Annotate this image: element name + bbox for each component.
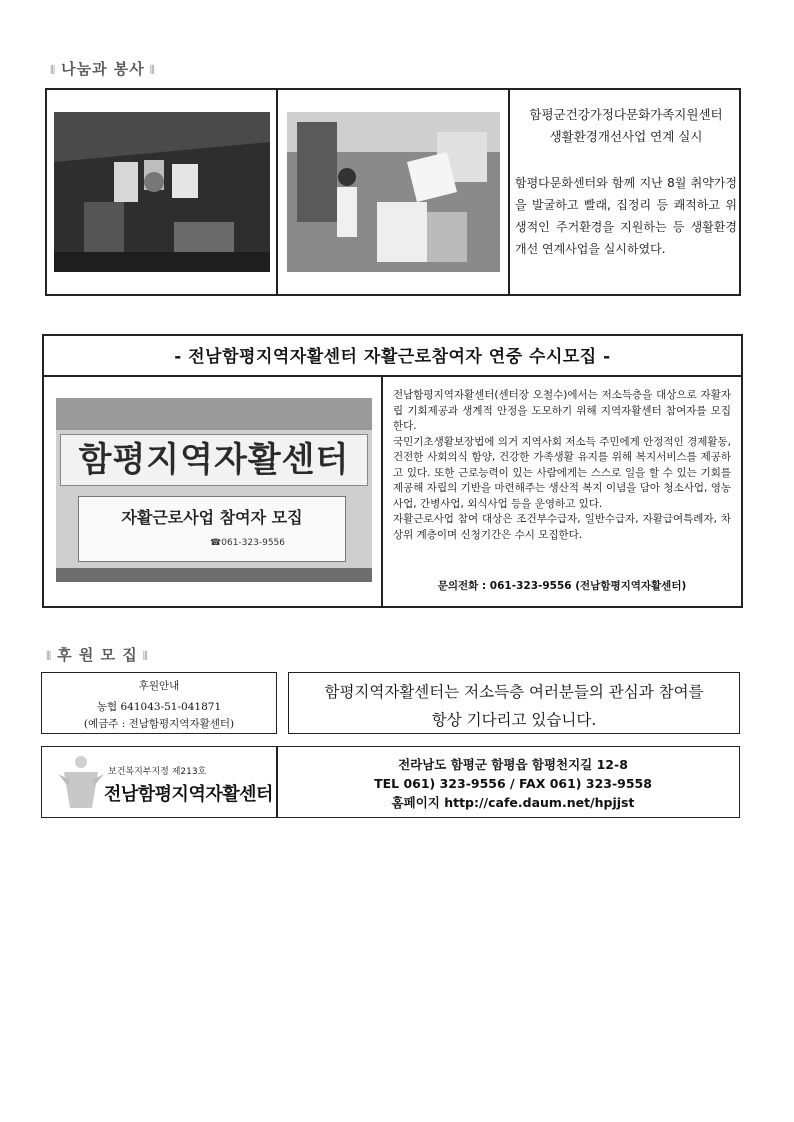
logo-drawing	[56, 754, 106, 812]
recruitment-paragraph-3: 자활근로사업 참여 대상은 조건부수급자, 일반수급자, 자활급여특례자, 차상위 계층이며 신청기간은 수시 모집한다.	[393, 513, 731, 541]
photo-drawing	[54, 112, 270, 272]
volunteer-photo-1	[54, 112, 270, 272]
banner-main-text: 함평지역자활센터	[60, 434, 368, 486]
footer-homepage: 홈페이지 http://cafe.daum.net/hpjjst	[391, 795, 635, 810]
center-logo-icon	[56, 754, 106, 812]
footer-contact-block	[288, 755, 738, 812]
recruitment-paragraph-1: 전남함평지역자활센터(센터장 오철수)에서는 저소득층을 대상으로 자활자립 기회제공과 생계적 안정을 도모하기 위해 지역자활센터 참여자를 모집한다.	[393, 389, 731, 432]
article-title-line1: 함평군건강가정다문화가족지원센터	[529, 107, 723, 122]
article-body: 함평다문화센터와 함께 지난 8월 취약가정을 발굴하고 빨래, 집정리 등 쾌적하고 위생적인 주거환경을 지원하는 등 생활환경개선 연계사업을 실시하였다.	[515, 176, 737, 256]
divider	[508, 88, 510, 296]
center-name-logotype: 전남함평지역자활센터	[104, 784, 273, 805]
footer-address: 전라남도 함평군 함평읍 함평천지길 12-8	[398, 757, 628, 772]
message-line-2: 항상 기다리고 있습니다.	[431, 711, 597, 729]
contact-line: 문의전화 : 061-323-9556 (전남함평지역자활센터)	[437, 580, 687, 592]
divider	[381, 375, 383, 608]
photo-ground	[56, 568, 372, 582]
donation-info-box	[41, 672, 277, 734]
divider	[42, 375, 743, 377]
divider	[276, 746, 278, 818]
donation-message-box	[288, 672, 740, 734]
recruitment-paragraph-2: 국민기초생활보장법에 의거 지역사회 저소득 주민에게 안정적인 경제활동, 건전한 사회의식 함양, 건강한 가족생활 유지를 위해 복지서비스를 제공하고 있다. 또한 근로능력이 있는 사람에게는 스스로 일을 할 수 있는 기회를 제공해 자립의 기반을 마련해주는 생산적 복지 이념을 담아 청소사업, 영농사업, 간병사업, 외식사업 등을 운영하고 있다.	[393, 435, 731, 510]
heading-text: 나눔과 봉사	[61, 60, 145, 78]
section-heading-sharing	[50, 58, 156, 79]
account-depositor: (예금주 : 전남함평지역자활센터)	[83, 718, 235, 730]
recruitment-body	[393, 388, 731, 543]
banner-sub-text: 자활근로사업 참여자 모집	[121, 508, 303, 527]
heading-bars-icon: ⦀	[46, 649, 58, 663]
banner-sub-panel	[78, 496, 346, 562]
banner-photo	[56, 398, 372, 582]
heading-bars-icon: ⦀	[144, 63, 156, 77]
donation-title: 후원안내	[138, 680, 180, 692]
section-heading-donation	[46, 644, 149, 665]
volunteer-photo-2	[287, 112, 500, 272]
article-title-line2: 생활환경개선사업 연계 실시	[549, 129, 703, 144]
photo-sky	[56, 398, 372, 430]
heading-bars-icon: ⦀	[137, 649, 149, 663]
banner-phone: ☎061-323-9556	[210, 538, 285, 548]
message-line-1: 함평지역자활센터는 저소득층 여러분들의 관심과 참여를	[324, 683, 704, 701]
divider	[276, 88, 278, 296]
photo-drawing	[287, 112, 500, 272]
account-number: 농협 641043-51-041871	[96, 701, 222, 713]
center-designation: 보건복지부지정 제213호	[108, 767, 207, 777]
heading-bars-icon: ⦀	[50, 63, 62, 77]
footer-tel-fax: TEL 061) 323-9556 / FAX 061) 323-9558	[374, 776, 652, 791]
article-title	[513, 104, 739, 148]
recruitment-title: - 전남함평지역자활센터 자활근로참여자 연중 수시모집 -	[174, 347, 611, 367]
heading-text: 후 원 모 집	[57, 646, 138, 664]
